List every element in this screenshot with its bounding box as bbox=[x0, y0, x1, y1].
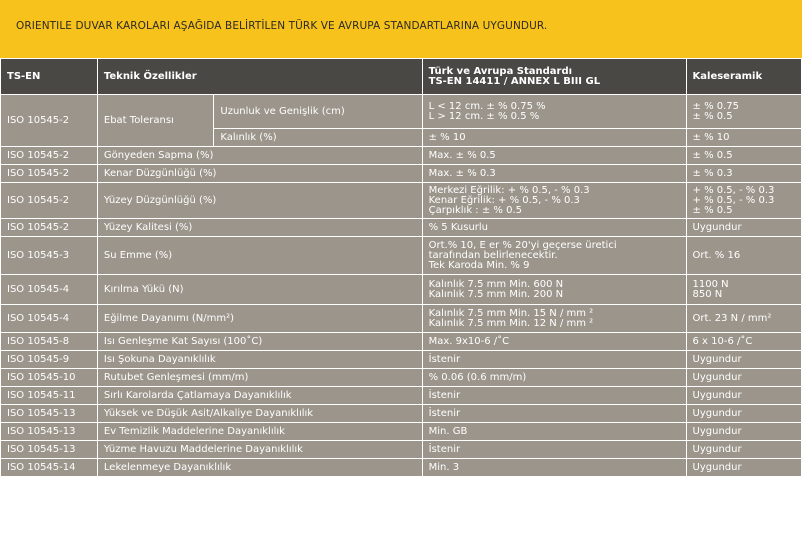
standards-table bbox=[0, 58, 802, 477]
row-code: ISO 10545-13 bbox=[1, 423, 98, 441]
row-standard bbox=[422, 275, 686, 305]
row-standard bbox=[422, 459, 686, 477]
row-kaleseramik bbox=[686, 305, 801, 333]
row-kaleseramik bbox=[686, 165, 801, 183]
table-row bbox=[1, 275, 802, 305]
table-row bbox=[1, 387, 802, 405]
row-kaleseramik-line: Uygundur bbox=[692, 371, 742, 383]
row-kaleseramik-line: Uygundur bbox=[692, 389, 742, 401]
row-code: ISO 10545-4 bbox=[1, 275, 98, 305]
row-kaleseramik bbox=[686, 183, 801, 219]
table-row bbox=[1, 369, 802, 387]
row-kaleseramik: ± % 10 bbox=[686, 129, 801, 147]
row-feature: Gönyeden Sapma (%) bbox=[97, 147, 422, 165]
row-feature: Ev Temizlik Maddelerine Dayanıklılık bbox=[97, 423, 422, 441]
row-code: ISO 10545-13 bbox=[1, 441, 98, 459]
row-standard-line: L > 12 cm. ± % 0.5 % bbox=[428, 110, 540, 122]
row-standard-line: Max. ± % 0.5 bbox=[428, 149, 496, 161]
row-kaleseramik bbox=[686, 369, 801, 387]
row-standard bbox=[422, 351, 686, 369]
row-kaleseramik-line: ± % 0.75 bbox=[692, 100, 740, 112]
header-ts-en: TS-EN bbox=[1, 59, 98, 95]
table-row bbox=[1, 459, 802, 477]
row-kaleseramik bbox=[686, 275, 801, 305]
row-subfeature: Kalınlık (%) bbox=[214, 129, 422, 147]
row-standard-line: Max. 9x10-6 /˚C bbox=[428, 335, 510, 347]
row-kaleseramik-line: + % 0.5, - % 0.3 bbox=[692, 194, 775, 206]
row-feature: Yüzey Kalitesi (%) bbox=[97, 219, 422, 237]
row-feature: Rutubet Genleşmesi (mm/m) bbox=[97, 369, 422, 387]
row-kaleseramik bbox=[686, 147, 801, 165]
row-feature: Eğilme Dayanımı (N/mm²) bbox=[97, 305, 422, 333]
row-feature: Su Emme (%) bbox=[97, 237, 422, 275]
row-code: ISO 10545-14 bbox=[1, 459, 98, 477]
row-standard-line: İstenir bbox=[428, 353, 461, 365]
row-kaleseramik-line: Uygundur bbox=[692, 461, 742, 473]
table-row bbox=[1, 165, 802, 183]
row-kaleseramik-line: + % 0.5, - % 0.3 bbox=[692, 184, 775, 196]
row-feature: Kırılma Yükü (N) bbox=[97, 275, 422, 305]
row-kaleseramik bbox=[686, 351, 801, 369]
row-feature: Sırlı Karolarda Çatlamaya Dayanıklılık bbox=[97, 387, 422, 405]
row-kaleseramik-line: 1100 N bbox=[692, 278, 729, 290]
table-row bbox=[1, 441, 802, 459]
row-standard-line: Ort.% 10, E er % 20'yi geçerse üretici bbox=[428, 239, 617, 251]
row-feature: Isı Genleşme Kat Sayısı (100˚C) bbox=[97, 333, 422, 351]
row-standard-line: İstenir bbox=[428, 443, 461, 455]
row-standard bbox=[422, 237, 686, 275]
table-row bbox=[1, 147, 802, 165]
row-kaleseramik-line: ± % 0.3 bbox=[692, 167, 733, 179]
row-code: ISO 10545-11 bbox=[1, 387, 98, 405]
row-code: ISO 10545-10 bbox=[1, 369, 98, 387]
row-kaleseramik-line: 850 N bbox=[692, 288, 723, 300]
row-standard-line: Kalınlık 7.5 mm Min. 200 N bbox=[428, 288, 564, 300]
table-row bbox=[1, 237, 802, 275]
row-standard-line: Min. 3 bbox=[428, 461, 460, 473]
row-code: ISO 10545-2 bbox=[1, 147, 98, 165]
header-standard-line1: Türk ve Avrupa Standardı bbox=[428, 65, 573, 77]
row-kaleseramik-line: Uygundur bbox=[692, 353, 742, 365]
row-kaleseramik-line: Uygundur bbox=[692, 425, 742, 437]
table-row bbox=[1, 333, 802, 351]
row-kaleseramik-line: Uygundur bbox=[692, 407, 742, 419]
row-code: ISO 10545-4 bbox=[1, 305, 98, 333]
row-standard-line: Max. ± % 0.3 bbox=[428, 167, 496, 179]
row-feature: Ebat Toleransı bbox=[97, 95, 213, 147]
row-kaleseramik bbox=[686, 333, 801, 351]
row-code: ISO 10545-13 bbox=[1, 405, 98, 423]
row-kaleseramik bbox=[686, 441, 801, 459]
row-kaleseramik bbox=[686, 237, 801, 275]
row-feature: Yüksek ve Düşük Asit/Alkaliye Dayanıklılık bbox=[97, 405, 422, 423]
row-feature: Kenar Düzgünlüğü (%) bbox=[97, 165, 422, 183]
row-standard-line: Min. GB bbox=[428, 425, 468, 437]
table-row bbox=[1, 405, 802, 423]
row-code: ISO 10545-2 bbox=[1, 165, 98, 183]
row-standard bbox=[422, 423, 686, 441]
header-standard-line2: TS-EN 14411 / ANNEX L BIII GL bbox=[428, 75, 601, 87]
row-kaleseramik bbox=[686, 423, 801, 441]
table-row bbox=[1, 95, 802, 129]
row-subfeature: Uzunluk ve Genişlik (cm) bbox=[214, 95, 422, 129]
row-feature: Lekelenmeye Dayanıklılık bbox=[97, 459, 422, 477]
row-standard bbox=[422, 441, 686, 459]
banner-text: ORIENTILE DUVAR KAROLARI AŞAĞIDA BELİRTİLEN TÜRK VE AVRUPA STANDARTLARINA UYGUNDUR. bbox=[16, 20, 548, 32]
row-standard-line: İstenir bbox=[428, 407, 461, 419]
row-code: ISO 10545-2 bbox=[1, 183, 98, 219]
header-row bbox=[1, 59, 802, 95]
row-standard-line: İstenir bbox=[428, 389, 461, 401]
row-kaleseramik-line: ± % 0.5 bbox=[692, 110, 733, 122]
row-standard-line: Kalınlık 7.5 mm Min. 12 N / mm ² bbox=[428, 317, 594, 329]
row-standard bbox=[422, 333, 686, 351]
row-kaleseramik bbox=[686, 95, 801, 129]
row-standard-line: Kalınlık 7.5 mm Min. 600 N bbox=[428, 278, 564, 290]
row-standard-line: Tek Karoda Min. % 9 bbox=[428, 259, 530, 271]
table-row bbox=[1, 305, 802, 333]
row-code: ISO 10545-2 bbox=[1, 219, 98, 237]
row-kaleseramik bbox=[686, 459, 801, 477]
row-kaleseramik-line: Uygundur bbox=[692, 221, 742, 233]
table-row bbox=[1, 183, 802, 219]
row-kaleseramik-line: ± % 0.5 bbox=[692, 149, 733, 161]
row-standard-line: Kalınlık 7.5 mm Min. 15 N / mm ² bbox=[428, 307, 594, 319]
row-kaleseramik-line: Ort. 23 N / mm² bbox=[692, 312, 772, 324]
row-kaleseramik-line: Uygundur bbox=[692, 443, 742, 455]
row-kaleseramik bbox=[686, 219, 801, 237]
row-kaleseramik bbox=[686, 405, 801, 423]
row-standard-line: Çarpıklık : ± % 0.5 bbox=[428, 204, 522, 216]
row-code: ISO 10545-9 bbox=[1, 351, 98, 369]
row-code: ISO 10545-3 bbox=[1, 237, 98, 275]
row-standard-line: Merkezi Eğrilik: + % 0.5, - % 0.3 bbox=[428, 184, 590, 196]
row-kaleseramik-line: 6 x 10-6 /˚C bbox=[692, 335, 753, 347]
row-kaleseramik-line: Ort. % 16 bbox=[692, 249, 741, 261]
table-row bbox=[1, 351, 802, 369]
row-standard bbox=[422, 95, 686, 129]
header-kaleseramik: Kaleseramik bbox=[686, 59, 801, 95]
row-standard-line: tarafından belirlenecektir. bbox=[428, 249, 558, 261]
header-standard bbox=[422, 59, 686, 95]
row-kaleseramik bbox=[686, 387, 801, 405]
banner bbox=[0, 0, 802, 58]
row-kaleseramik-line: ± % 0.5 bbox=[692, 204, 733, 216]
row-standard-line: % 5 Kusurlu bbox=[428, 221, 489, 233]
row-standard bbox=[422, 405, 686, 423]
row-feature: Isı Şokuna Dayanıklılık bbox=[97, 351, 422, 369]
row-feature: Yüzey Düzgünlüğü (%) bbox=[97, 183, 422, 219]
row-standard bbox=[422, 305, 686, 333]
row-standard-line: L < 12 cm. ± % 0.75 % bbox=[428, 100, 546, 112]
row-standard-line: % 0.06 (0.6 mm/m) bbox=[428, 371, 527, 383]
row-standard-line: Kenar Eğrilik: + % 0.5, - % 0.3 bbox=[428, 194, 580, 206]
row-standard bbox=[422, 369, 686, 387]
row-standard: ± % 10 bbox=[422, 129, 686, 147]
row-code: ISO 10545-2 bbox=[1, 95, 98, 147]
row-standard bbox=[422, 165, 686, 183]
table-row bbox=[1, 219, 802, 237]
row-standard bbox=[422, 183, 686, 219]
row-standard bbox=[422, 219, 686, 237]
row-standard bbox=[422, 147, 686, 165]
row-feature: Yüzme Havuzu Maddelerine Dayanıklılık bbox=[97, 441, 422, 459]
row-code: ISO 10545-8 bbox=[1, 333, 98, 351]
header-technical-features: Teknik Özellikler bbox=[97, 59, 422, 95]
table-row bbox=[1, 423, 802, 441]
row-standard bbox=[422, 387, 686, 405]
